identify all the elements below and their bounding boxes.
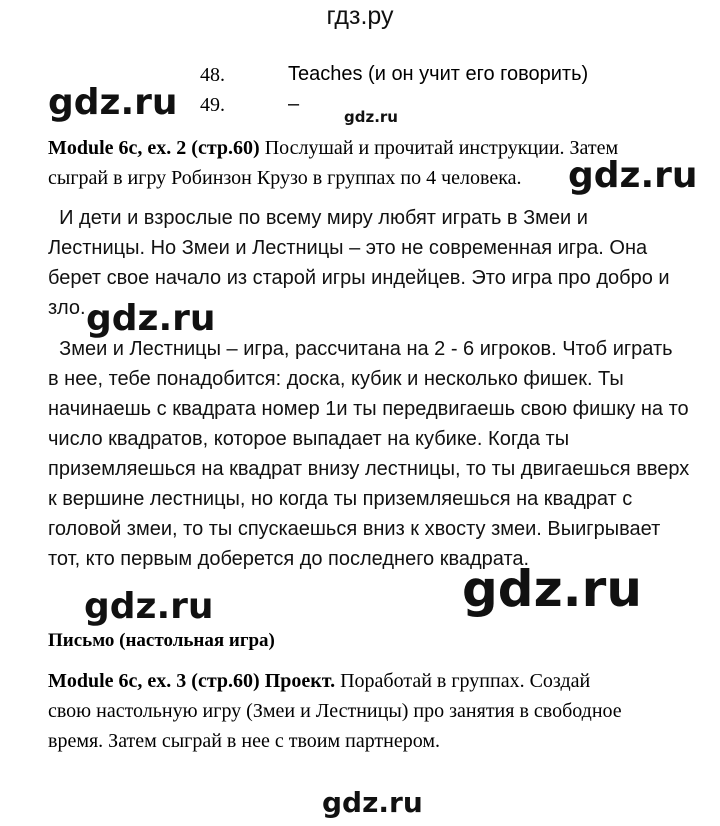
list-text-48: Teaches (и он учит его говорить) (288, 63, 589, 85)
section-2-instruction: Поработай в группах. Создай (335, 670, 591, 692)
section-1-instruction: Послушай и прочитай инструкции. Затем (259, 137, 619, 159)
watermark-small: gdz.ru (344, 108, 398, 126)
paragraph-line: И дети и взрослые по всему миру любят играть в Змеи и (48, 207, 588, 229)
list-number-48: 48. (200, 64, 225, 86)
watermark-logo: gdz.ru (84, 586, 214, 627)
paragraph-line: головой змеи, то ты спускаешься вниз к хвосту змеи. Выигрывает (48, 518, 661, 540)
watermark-logo: gdz.ru (322, 786, 423, 819)
paragraph-line: Лестницы. Но Змеи и Лестницы – это не современная игра. Она (48, 237, 648, 259)
watermark-logo: gdz.ru (568, 155, 698, 196)
section-1-instruction-line-2: сыграй в игру Робинзон Крузо в группах по 4 человека. (48, 167, 522, 189)
list-number-49: 49. (200, 94, 225, 116)
section-1-heading: Module 6c, ex. 2 (стр.60) (48, 137, 260, 159)
paragraph-line: зло. (48, 297, 86, 319)
paragraph-line: приземляешься на квадрат внизу лестницы, то ты двигаешься вверх (48, 458, 690, 480)
paragraph-line: число квадратов, которое выпадает на кубике. Когда ты (48, 428, 570, 450)
watermark-logo: gdz.ru (48, 82, 178, 123)
subheading: Письмо (настольная игра) (48, 630, 275, 651)
page-header: гдз.ру (326, 2, 394, 30)
list-text-49: – (288, 93, 300, 115)
paragraph-line: Змеи и Лестницы – игра, рассчитана на 2 - 6 игроков. Чтоб играть (48, 338, 673, 360)
paragraph-line: в нее, тебе понадобится: доска, кубик и несколько фишек. Ты (48, 368, 624, 390)
section-2-instruction-line-2: свою настольную игру (Змеи и Лестницы) про занятия в свободное (48, 700, 622, 722)
section-2-instruction-line-3: время. Затем сыграй в нее с твоим партнером. (48, 730, 441, 752)
paragraph-line: начинаешь с квадрата номер 1и ты передвигаешь свою фишку на то (48, 398, 689, 420)
section-2-heading: Module 6c, ex. 3 (стр.60) Проект. (48, 670, 336, 692)
paragraph-line: берет свое начало из старой игры индейцев. Это игра про добро и (48, 267, 670, 289)
paragraph-line: к вершине лестницы, но когда ты приземляешься на квадрат с (48, 488, 633, 510)
paragraph-line: тот, кто первым доберется до последнего квадрата. (48, 548, 530, 570)
watermark-logo: gdz.ru (86, 298, 216, 339)
section-2-heading-line (48, 666, 708, 696)
paragraph-2 (48, 334, 698, 574)
watermark-logo: gdz.ru (462, 560, 642, 618)
